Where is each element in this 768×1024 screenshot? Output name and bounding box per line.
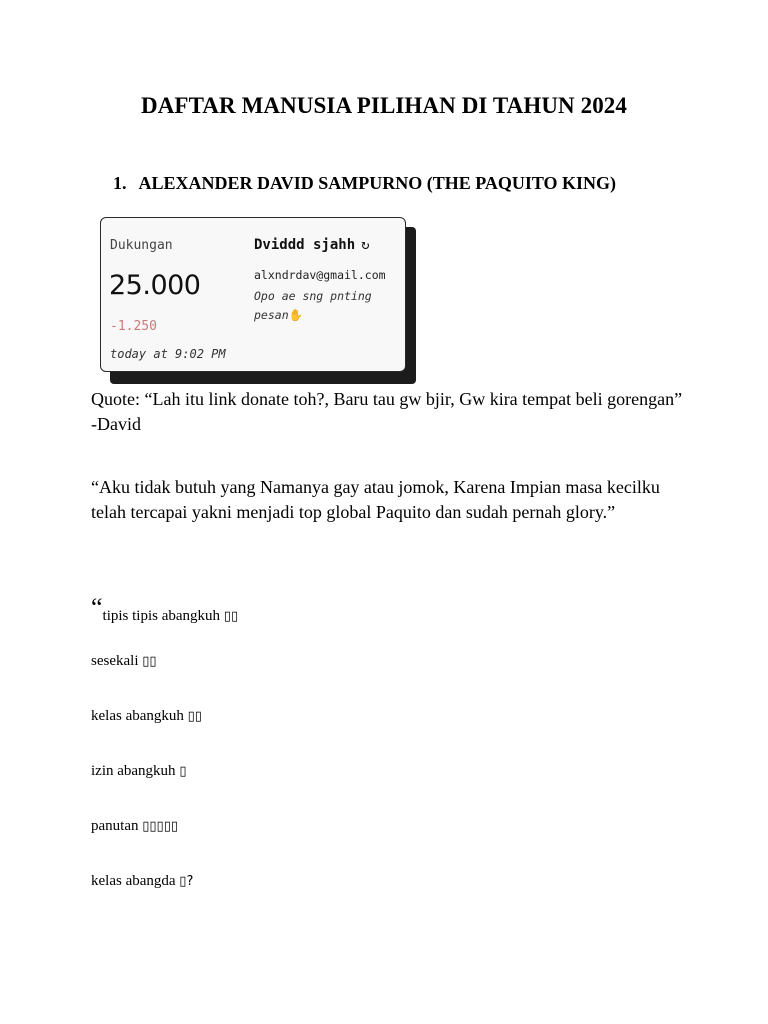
section-heading <box>113 173 616 194</box>
heading-text: ALEXANDER DAVID SAMPURNO (THE PAQUITO KING) <box>138 173 617 193</box>
card-amount: 25.000 <box>109 270 201 301</box>
comment-text: tipis tipis abangkuh <box>102 608 221 624</box>
comment-emoji: ▯▯ <box>142 654 157 669</box>
card-donor-name <box>254 237 370 253</box>
heading-number: 1. <box>113 173 127 193</box>
card-time: today at 9:02 PM <box>110 347 226 361</box>
comment-emoji: ▯? <box>179 874 194 889</box>
refresh-icon: ↻ <box>361 237 370 253</box>
comment-emoji: ▯▯▯▯▯ <box>142 819 179 834</box>
comment-line <box>91 653 157 670</box>
comment-text: kelas abangkuh <box>91 708 184 724</box>
comment-text: panutan <box>91 818 139 834</box>
open-quote: “ <box>91 593 103 622</box>
quote-paragraph-1: Quote: “Lah itu link donate toh?, Baru tau gw bjir, Gw kira tempat beli gorengan” -David <box>91 389 683 434</box>
comment-emoji: ▯ <box>179 764 187 779</box>
document-title: DAFTAR MANUSIA PILIHAN DI TAHUN 2024 <box>141 93 627 118</box>
card-delta: -1.250 <box>110 319 157 334</box>
comment-line <box>91 763 186 780</box>
comment-line <box>91 593 238 625</box>
donor-name-text: Dviddd sjahh <box>254 237 356 253</box>
comment-line <box>91 818 178 835</box>
quote-paragraph-2: “Aku tidak butuh yang Namanya gay atau jomok, Karena Impian masa kecilku telah tercapai yakni menjadi top global Paquito dan sudah pernah glory.” <box>91 477 660 522</box>
raised-hand-icon: ✋ <box>288 308 303 322</box>
comment-line <box>91 708 202 725</box>
comment-emoji: ▯▯ <box>187 709 202 724</box>
donation-card <box>100 217 406 372</box>
comment-emoji: ▯▯ <box>223 609 239 624</box>
comment-line <box>91 873 193 890</box>
card-label: Dukungan <box>110 238 173 253</box>
comment-text: kelas abangda <box>91 873 176 889</box>
comment-text: izin abangkuh <box>91 763 176 779</box>
card-message <box>254 287 399 325</box>
message-text: Opo ae sng pnting pesan <box>254 289 372 322</box>
card-email: alxndrdav@gmail.com <box>254 268 386 282</box>
comment-text: sesekali <box>91 653 139 669</box>
